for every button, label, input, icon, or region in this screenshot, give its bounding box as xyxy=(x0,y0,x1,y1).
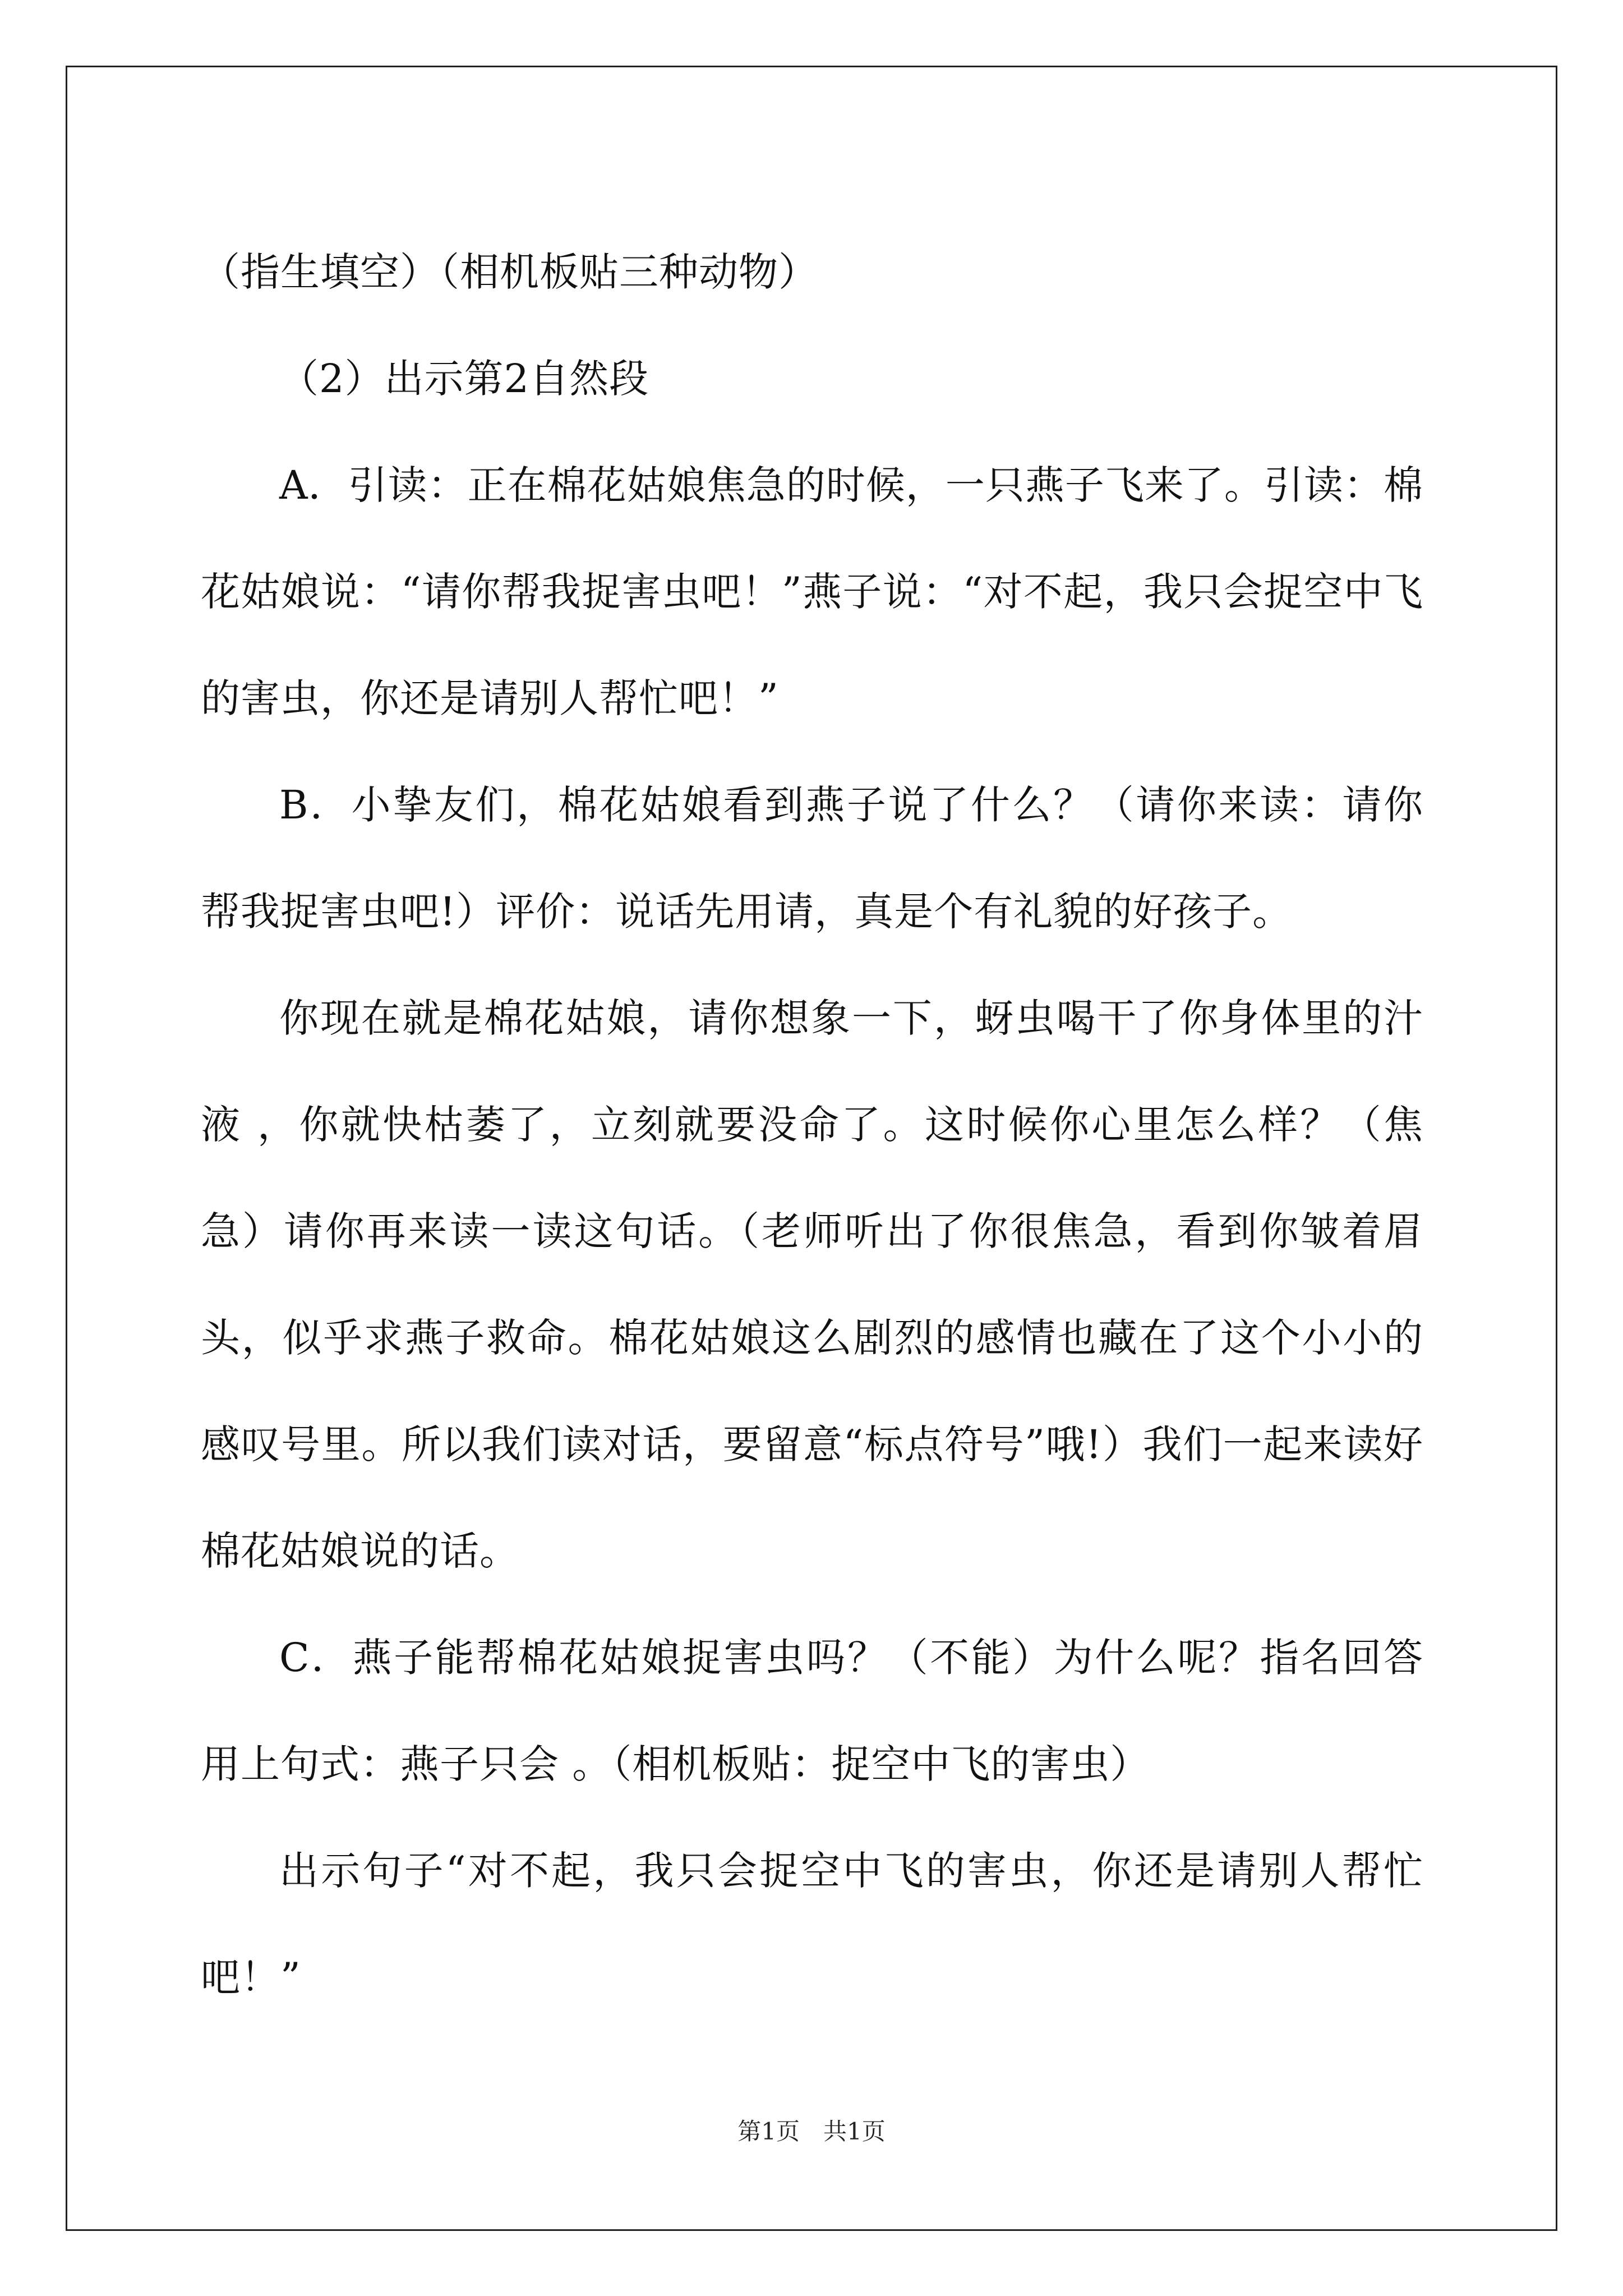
paragraph-6: C．燕子能帮棉花姑娘捉害虫吗？（不能）为什么呢？指名回答用上句式：燕子只会 。（相机板贴：捉空中飞的害虫） xyxy=(201,1635,1423,1787)
page-number-footer: 第1页 共1页 xyxy=(737,2118,886,2145)
paragraph-7: 出示句子“对不起，我只会捉空中飞的害虫，你还是请别人帮忙吧！” xyxy=(201,1848,1423,2000)
paragraph-3: A．引读：正在棉花姑娘焦急的时候，一只燕子飞来了。引读：棉花姑娘说：“请你帮我捉害虫吧！”燕子说：“对不起，我只会捉空中飞的害虫，你还是请别人帮忙吧！” xyxy=(201,462,1423,721)
paragraph-2: （2）出示第2自然段 xyxy=(279,356,649,402)
document-body xyxy=(201,219,1423,2031)
paragraph-1: （指生填空）（相机板贴三种动物） xyxy=(201,249,818,295)
paragraph-4: B．小挚友们，棉花姑娘看到燕子说了什么？（请你来读：请你帮我捉害虫吧!）评价：说话先用请，真是个有礼貌的好孩子。 xyxy=(201,782,1423,935)
paragraph-5: 你现在就是棉花姑娘，请你想象一下，蚜虫喝干了你身体里的汁液 ，你就快枯萎了，立刻就要没命了。这时候你心里怎么样？（焦急）请你再来读一读这句话。（老师听出了你很焦急，看到你皱着眉头，似乎求燕子救命。棉花姑娘这么剧烈的感情也藏在了这个小小的感叹号里。所以我们读对话，要留意“标点符号”哦!）我们一起来读好棉花姑娘说的话。 xyxy=(201,995,1423,1574)
